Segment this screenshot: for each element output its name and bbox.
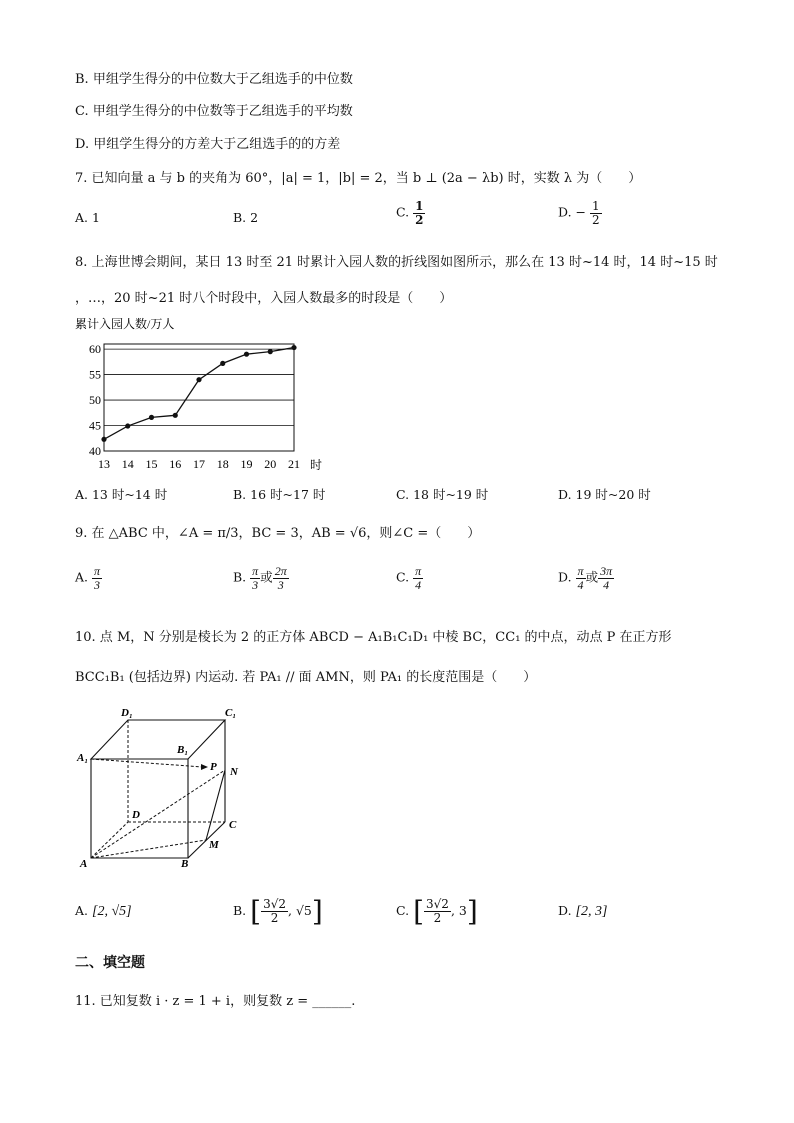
- fraction: [273, 565, 289, 591]
- chart-xtick-label: 19: [240, 457, 253, 471]
- fraction: [598, 565, 614, 591]
- denominator: 2: [591, 212, 600, 227]
- option-label: A.: [75, 903, 89, 918]
- denominator: 2: [415, 212, 424, 227]
- option-label: C.: [396, 903, 410, 918]
- chart-xtick-label: 17: [193, 457, 205, 471]
- q8-stem-line2: ，…，20 时~21 时八个时段中，入园人数最多的时段是（ ）: [75, 291, 453, 306]
- chart-ytick-label: 60: [89, 342, 101, 357]
- segment-a1-p: [91, 759, 203, 767]
- q7-option-d-fraction: [590, 200, 602, 226]
- bracket-left: [: [413, 895, 425, 928]
- label-c: C: [229, 819, 237, 831]
- label-n: N: [230, 766, 238, 778]
- numerator: 2π: [274, 564, 287, 578]
- denominator: 4: [415, 577, 422, 592]
- chart-xtick-label: 15: [145, 457, 158, 471]
- numerator: 1: [591, 199, 600, 213]
- denominator: 2: [270, 911, 279, 925]
- segment-a-m: [91, 840, 206, 858]
- or-word: 或: [585, 569, 599, 585]
- q10-option-d: [558, 903, 607, 920]
- chart-ytick-label: 55: [89, 367, 101, 382]
- segment-a-n: [91, 770, 225, 858]
- arrowhead-p: [201, 764, 208, 770]
- q8-option-a: A. 13 时~14 时: [75, 487, 168, 502]
- chart-data-point: [149, 415, 154, 420]
- q7-option-d-label: D. −: [558, 204, 586, 220]
- q10-stem-line2: BCC₁B₁ (包括边界) 内运动. 若 PA₁ // 面 AMN，则 PA₁ 的长度范围是（ ）: [75, 670, 537, 685]
- chart-data-point: [101, 437, 106, 442]
- q10-option-c: [396, 895, 478, 928]
- label-m: M: [209, 839, 219, 851]
- denominator: 4: [603, 577, 610, 592]
- chart-data-point: [268, 349, 273, 354]
- chart-data-point: [220, 361, 225, 366]
- fraction: [92, 565, 102, 591]
- bracket-right: ]: [466, 895, 478, 928]
- q7-option-c: [396, 200, 425, 226]
- interval-tail: , √5: [288, 903, 312, 918]
- option-label: D.: [558, 903, 572, 918]
- top-face: [91, 720, 225, 759]
- q6-option-c: C. 甲组学生得分的中位数等于乙组选手的平均数: [75, 104, 353, 119]
- q8-option-b: B. 16 时~17 时: [233, 487, 326, 502]
- q10-option-a: [75, 903, 132, 920]
- numerator: π: [94, 564, 101, 578]
- label-a1: A₁: [77, 752, 89, 764]
- q7-stem: 7. 已知向量 a 与 b 的夹角为 60°，|a| = 1，|b| = 2，当 b ⊥ (2a − λb) 时，实数 λ 为（ ）: [75, 171, 642, 186]
- interval-value: [2, 3]: [575, 904, 608, 919]
- numerator: 1: [415, 199, 424, 213]
- chart-xtick-label: 14: [121, 457, 134, 471]
- chart-data-point: [291, 345, 296, 350]
- denominator: 2: [433, 911, 442, 925]
- numerator: 3π: [600, 564, 613, 578]
- bracket-left: [: [250, 895, 262, 928]
- cube-diagram: [75, 705, 265, 875]
- label-b1: B₁: [177, 744, 189, 756]
- chart-data-point: [173, 413, 178, 418]
- numerator: π: [252, 564, 259, 578]
- option-label: D.: [558, 569, 572, 585]
- q7-option-b: B. 2: [233, 210, 259, 225]
- label-a: A: [80, 858, 88, 870]
- label-d1: D₁: [121, 707, 133, 719]
- label-p: P: [210, 761, 217, 773]
- chart-xtick-label: 20: [264, 457, 277, 471]
- chart-ytick-label: 40: [89, 444, 101, 458]
- fraction: [413, 565, 423, 591]
- or-word: 或: [260, 569, 273, 585]
- q11-stem: 11. 已知复数 i · z = 1 + i，则复数 z = ______.: [75, 994, 356, 1009]
- denominator: 3: [277, 577, 284, 592]
- chart-data-point: [196, 377, 201, 382]
- q7-option-c-label: C.: [396, 204, 410, 220]
- fraction: [261, 898, 288, 924]
- fraction: [576, 565, 586, 591]
- fraction: [250, 565, 260, 591]
- q6-option-d: D. 甲组学生得分的方差大于乙组选手的的方差: [75, 137, 341, 152]
- q10-stem-line1: 10. 点 M，N 分别是棱长为 2 的正方体 ABCD − A₁B₁C₁D₁ 中棱 BC，CC₁ 的中点，动点 P 在正方形: [75, 630, 672, 645]
- q9-option-b: [233, 565, 289, 591]
- chart-data-point: [244, 352, 249, 357]
- chart-xtick-label: 18: [216, 457, 229, 471]
- q8-option-d: D. 19 时~20 时: [558, 487, 651, 502]
- chart-xtick-label: 16: [169, 457, 182, 471]
- denominator: 4: [577, 577, 584, 592]
- label-c1: C₁: [225, 707, 237, 719]
- option-label: B.: [233, 569, 247, 585]
- chart-frame: [104, 344, 294, 451]
- visitor-line-chart: [70, 314, 340, 474]
- q8-stem-line1: 8. 上海世博会期间，某日 13 时至 21 时累计入园人数的折线图如图所示，那么在 13 时~14 时，14 时~15 时: [75, 255, 718, 270]
- chart-ytick-label: 50: [89, 393, 101, 408]
- interval-value: [2, √5]: [92, 904, 132, 919]
- q10-option-b: [233, 895, 323, 928]
- label-b: B: [181, 858, 189, 870]
- chart-xtick-label: 21: [288, 457, 300, 471]
- denominator: 3: [94, 577, 100, 592]
- chart-xlabel: 时: [310, 458, 323, 472]
- numerator: π: [577, 564, 584, 578]
- label-d: D: [132, 809, 140, 821]
- q9-option-c: [396, 565, 423, 591]
- chart-data-point: [125, 423, 130, 428]
- q6-option-b: B. 甲组学生得分的中位数大于乙组选手的中位数: [75, 72, 353, 87]
- numerator: 3√2: [263, 897, 287, 912]
- chart-ytick-label: 45: [89, 418, 101, 433]
- option-label: A.: [75, 569, 89, 585]
- chart-ylabel: 累计入园人数/万人: [75, 317, 175, 331]
- q7-option-d: [558, 200, 602, 226]
- q8-option-c: C. 18 时~19 时: [396, 487, 489, 502]
- q9-option-d: [558, 565, 614, 591]
- option-label: C.: [396, 569, 410, 585]
- denominator: 3: [252, 577, 259, 592]
- fraction: [424, 898, 451, 924]
- q9-stem: 9. 在 △ABC 中，∠A = π/3，BC = 3，AB = √6，则∠C =（ ）: [75, 526, 481, 541]
- q7-option-a: A. 1: [75, 210, 100, 225]
- q9-option-a: [75, 565, 102, 591]
- numerator: π: [415, 564, 422, 578]
- interval-tail: , 3: [450, 903, 467, 918]
- q7-option-c-fraction: [413, 200, 425, 226]
- section-title-fill-in: 二、填空题: [75, 955, 145, 971]
- chart-xtick-label: 13: [98, 457, 110, 471]
- option-label: B.: [233, 903, 247, 918]
- bracket-right: ]: [311, 895, 323, 928]
- numerator: 3√2: [426, 897, 449, 912]
